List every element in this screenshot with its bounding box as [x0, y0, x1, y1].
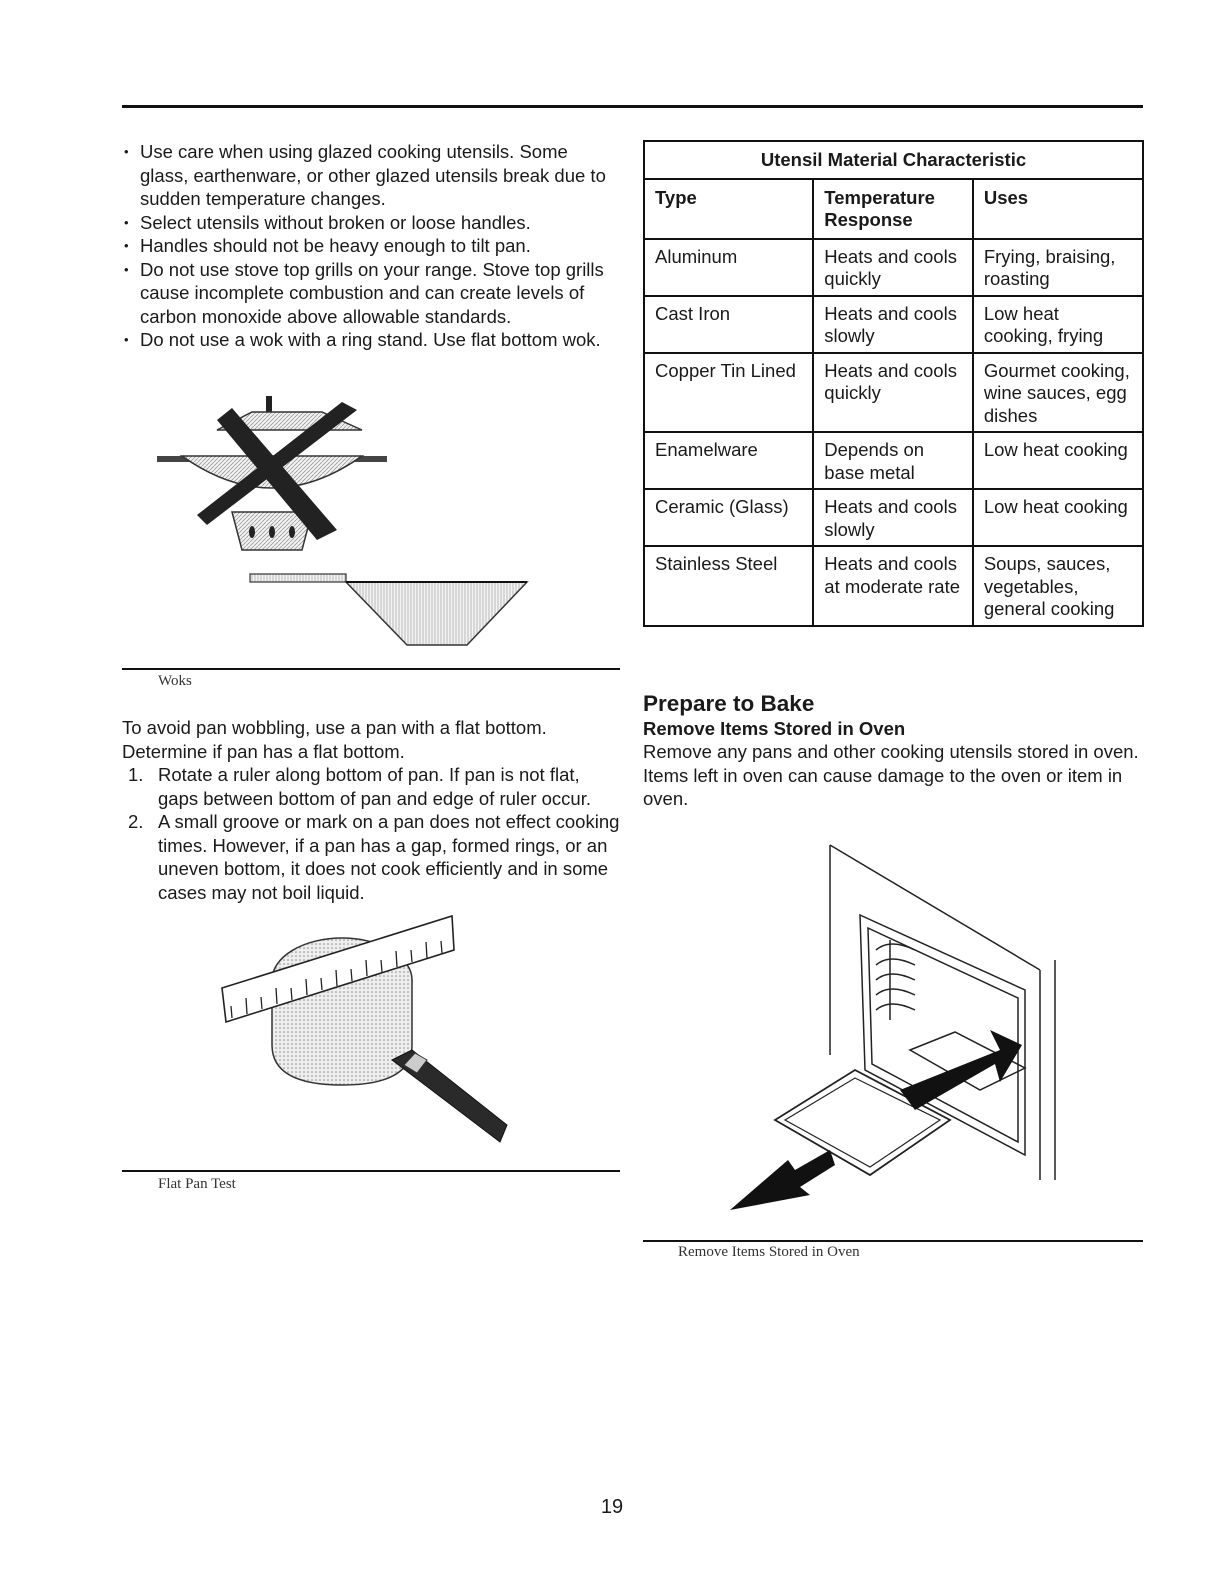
flat-pan-test-illustration — [122, 910, 620, 1170]
step-item — [122, 763, 620, 810]
table-cell: Stainless Steel — [644, 546, 813, 626]
flat-bottom-intro: To avoid pan wobbling, use a pan with a flat bottom. Determine if pan has a flat bottom. — [122, 717, 547, 762]
table-cell: Heats and cools quickly — [813, 353, 973, 433]
table-row — [644, 239, 1143, 296]
table-cell: Heats and cools slowly — [813, 489, 973, 546]
column-header: Type — [644, 179, 813, 239]
oven-caption-rule — [643, 1240, 1143, 1242]
top-rule — [122, 105, 1143, 108]
pull-out-arrow-icon — [730, 1150, 835, 1210]
flat-bottom-steps — [122, 763, 620, 904]
utensil-material-table — [643, 140, 1144, 627]
section-subheading: Remove Items Stored in Oven — [643, 718, 906, 739]
page-number: 19 — [600, 1496, 624, 1518]
bullet-item: • Select utensils without broken or loose handles. — [122, 211, 620, 235]
table-row — [644, 296, 1143, 353]
table-cell: Low heat cooking — [973, 432, 1143, 489]
oven-caption: Remove Items Stored in Oven — [678, 1244, 860, 1260]
table-cell: Depends on base metal — [813, 432, 973, 489]
woks-caption-rule — [122, 668, 620, 670]
table-cell: Enamelware — [644, 432, 813, 489]
bullet-item: • Handles should not be heavy enough to tilt pan. — [122, 234, 620, 258]
section-body: Remove any pans and other cooking utensils stored in oven. Items left in oven can cause damage to the oven or item in oven. — [643, 741, 1139, 809]
table-cell: Low heat cooking, frying — [973, 296, 1143, 353]
table-cell: Frying, braising, roasting — [973, 239, 1143, 296]
woks-figure — [122, 390, 620, 665]
table-row — [644, 353, 1143, 433]
step-number: 2. — [128, 811, 144, 832]
table-title-row — [644, 141, 1143, 179]
table-cell: Copper Tin Lined — [644, 353, 813, 433]
table-cell: Heats and cools quickly — [813, 239, 973, 296]
woks-illustration — [122, 390, 620, 665]
bullet-item: • Do not use stove top grills on your range. Stove top grills cause incomplete combustion and can create levels of carbon monoxide above allowable standards. — [122, 258, 620, 329]
table-row — [644, 432, 1143, 489]
table-cell: Cast Iron — [644, 296, 813, 353]
remove-items-oven-illustration — [700, 820, 1100, 1220]
table-cell: Heats and cools at moderate rate — [813, 546, 973, 626]
table-cell: Low heat cooking — [973, 489, 1143, 546]
flat-pan-caption: Flat Pan Test — [158, 1176, 236, 1192]
left-column — [122, 140, 620, 352]
step-number: 1. — [128, 764, 144, 785]
prepare-to-bake-section — [643, 690, 1143, 811]
table-row — [644, 546, 1143, 626]
flat-pan-figure — [122, 910, 620, 1170]
flat-bottom-wok-icon — [250, 574, 527, 645]
utensil-bullet-list — [122, 140, 620, 352]
table-title: Utensil Material Characteristic — [644, 141, 1143, 179]
column-header: Temperature Response — [813, 179, 973, 239]
bullet-item: • Use care when using glazed cooking utensils. Some glass, earthenware, or other glazed utensils break due to sudden temperature changes. — [122, 140, 620, 211]
column-header: Uses — [973, 179, 1143, 239]
table-header-row — [644, 179, 1143, 239]
table-cell: Soups, sauces, vegetables, general cooking — [973, 546, 1143, 626]
section-heading: Prepare to Bake — [643, 691, 815, 716]
bullet-item: • Do not use a wok with a ring stand. Use flat bottom wok. — [122, 328, 620, 352]
table-row — [644, 489, 1143, 546]
table-cell: Gourmet cooking, wine sauces, egg dishes — [973, 353, 1143, 433]
flat-pan-caption-rule — [122, 1170, 620, 1172]
flat-bottom-section — [122, 716, 620, 904]
table-cell: Heats and cools slowly — [813, 296, 973, 353]
step-text: A small groove or mark on a pan does not effect cooking times. However, if a pan has a gap, formed rings, or an uneven bottom, it does not cook efficiently and in some cases may not boil liquid. — [158, 811, 620, 903]
push-in-arrow-icon — [900, 1030, 1022, 1110]
step-item — [122, 810, 620, 904]
table-cell: Ceramic (Glass) — [644, 489, 813, 546]
wok-with-ring-stand-icon — [157, 396, 387, 550]
step-text: Rotate a ruler along bottom of pan. If pan is not flat, gaps between bottom of pan and edge of ruler occur. — [158, 764, 591, 809]
table-cell: Aluminum — [644, 239, 813, 296]
woks-caption: Woks — [158, 673, 192, 689]
oven-figure — [700, 820, 1100, 1220]
